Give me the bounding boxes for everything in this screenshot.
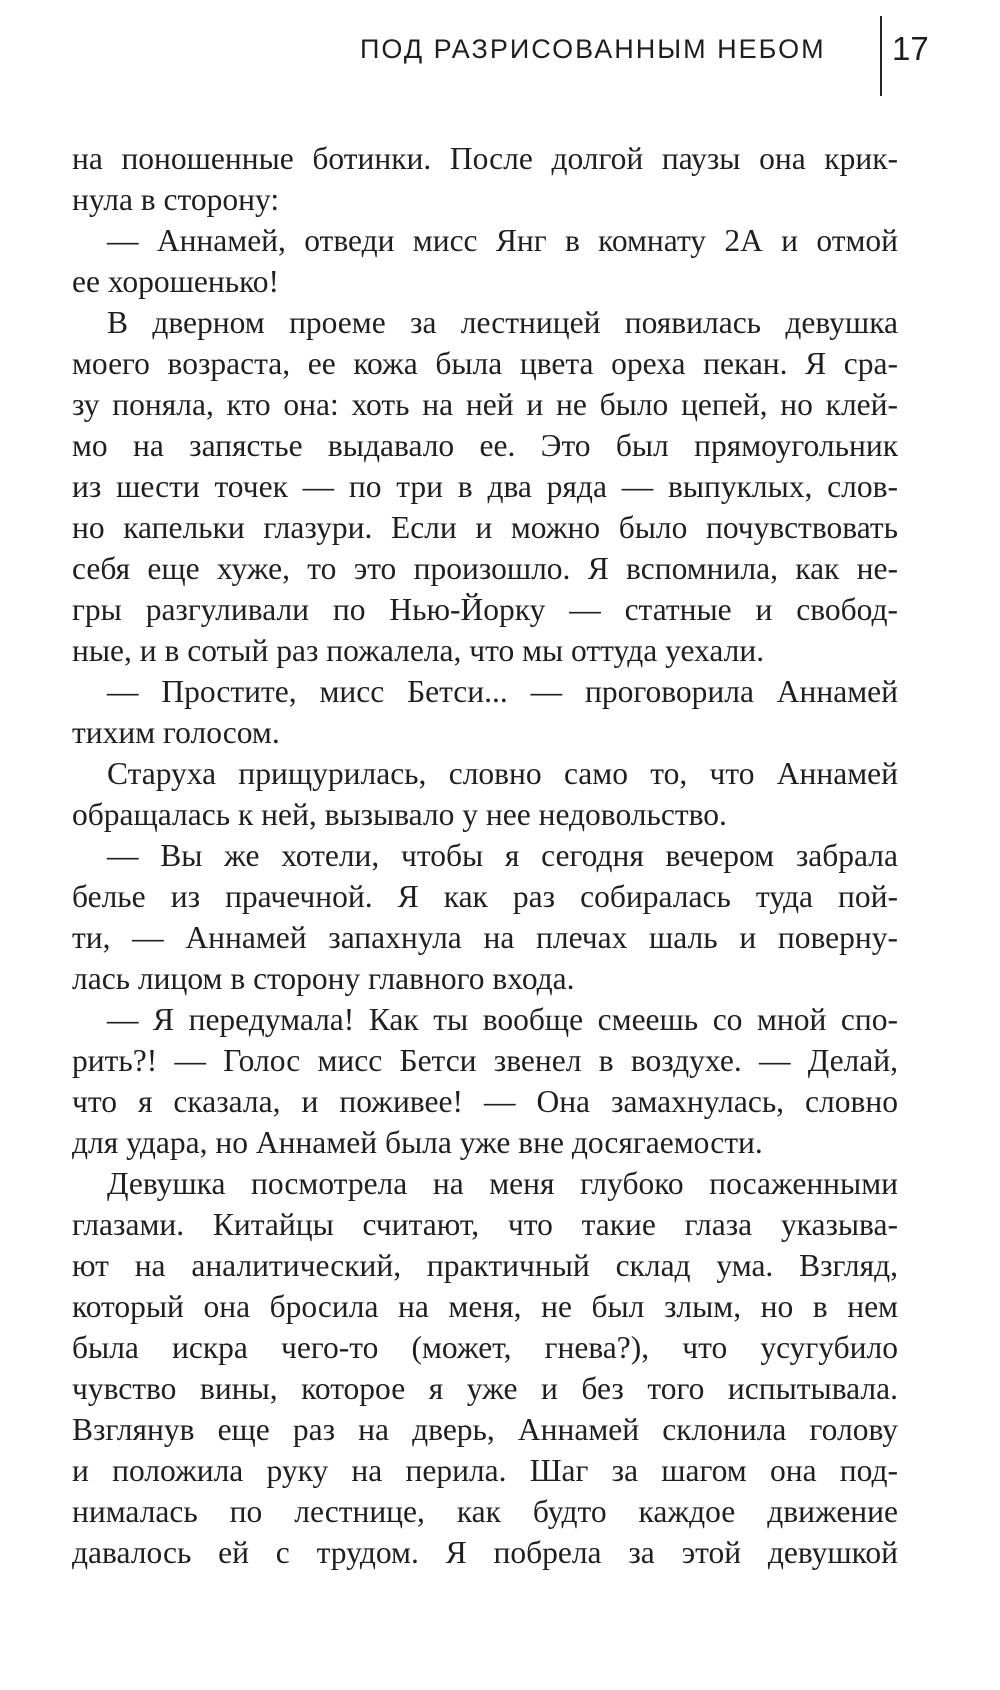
text-line: для удара, но Аннамей была уже вне досягаемости. — [72, 1125, 763, 1160]
text-line: что я сказала, и поживее! — Она замахнулась, словно — [72, 1084, 898, 1119]
text-line: из шести точек — по три в два ряда — выпуклых, слов- — [72, 469, 898, 504]
text-line: но капельки глазури. Если и можно было почувствовать — [72, 510, 898, 545]
text-line: рить?! — Голос мисс Бетси звенел в воздухе. — Делай, — [72, 1043, 898, 1078]
text-line: который она бросила на меня, не был злым, но в нем — [72, 1289, 898, 1324]
text-line: тихим голосом. — [72, 715, 280, 750]
text-line: лась лицом в сторону главного входа. — [72, 961, 575, 996]
text-line: зу поняла, кто она: хоть на ней и не было цепей, но клей- — [72, 387, 898, 422]
text-line: Девушка посмотрела на меня глубоко посаженными — [107, 1166, 898, 1201]
page-number: 17 — [892, 30, 929, 67]
text-line: Взглянув еще раз на дверь, Аннамей склонила голову — [72, 1412, 898, 1447]
text-line: белье из прачечной. Я как раз собиралась туда пой- — [72, 879, 898, 914]
text-line: нималась по лестнице, как будто каждое движение — [72, 1494, 898, 1529]
text-line: себя еще хуже, то это произошло. Я вспомнила, как не- — [72, 551, 898, 586]
text-line: — Аннамей, отведи мисс Янг в комнату 2А и отмой — [107, 223, 898, 258]
text-line: мо на запястье выдавало ее. Это был прямоугольник — [72, 428, 898, 463]
body-text — [72, 138, 898, 1573]
text-line: чувство вины, которое я уже и без того испытывала. — [72, 1371, 898, 1406]
text-line: ют на аналитический, практичный склад ума. Взгляд, — [72, 1248, 898, 1283]
text-line: В дверном проеме за лестницей появилась девушка — [107, 305, 898, 340]
text-line: — Я передумала! Как ты вообще смеешь со мной спо- — [107, 1002, 898, 1037]
text-line: — Вы же хотели, чтобы я сегодня вечером забрала — [107, 838, 898, 873]
text-line: была искра чего-то (может, гнева?), что усугубило — [72, 1330, 898, 1365]
text-line: глазами. Китайцы считают, что такие глаза указыва- — [72, 1207, 898, 1242]
text-line: гры разгуливали по Нью-Йорку — статные и свобод- — [72, 592, 898, 627]
text-line: ее хорошенько! — [72, 264, 280, 299]
running-title: ПОД РАЗРИСОВАННЫМ НЕБОМ — [360, 34, 826, 64]
text-line: обращалась к ней, вызывало у нее недовольство. — [72, 797, 727, 832]
text-line: ти, — Аннамей запахнула на плечах шаль и поверну- — [72, 920, 898, 955]
text-line: Старуха прищурилась, словно само то, что Аннамей — [107, 756, 898, 791]
text-line: и положила руку на перила. Шаг за шагом она под- — [72, 1453, 898, 1488]
text-line: моего возраста, ее кожа была цвета ореха пекан. Я сра- — [72, 346, 898, 381]
header-divider — [880, 16, 882, 96]
text-line: нула в сторону: — [72, 182, 280, 217]
text-line: на поношенные ботинки. После долгой паузы она крик- — [72, 141, 898, 176]
text-line: ные, и в сотый раз пожалела, что мы оттуда уехали. — [72, 633, 765, 668]
text-line: давалось ей с трудом. Я побрела за этой девушкой — [72, 1535, 898, 1570]
text-line: — Простите, мисс Бетси... — проговорила Аннамей — [107, 674, 898, 709]
